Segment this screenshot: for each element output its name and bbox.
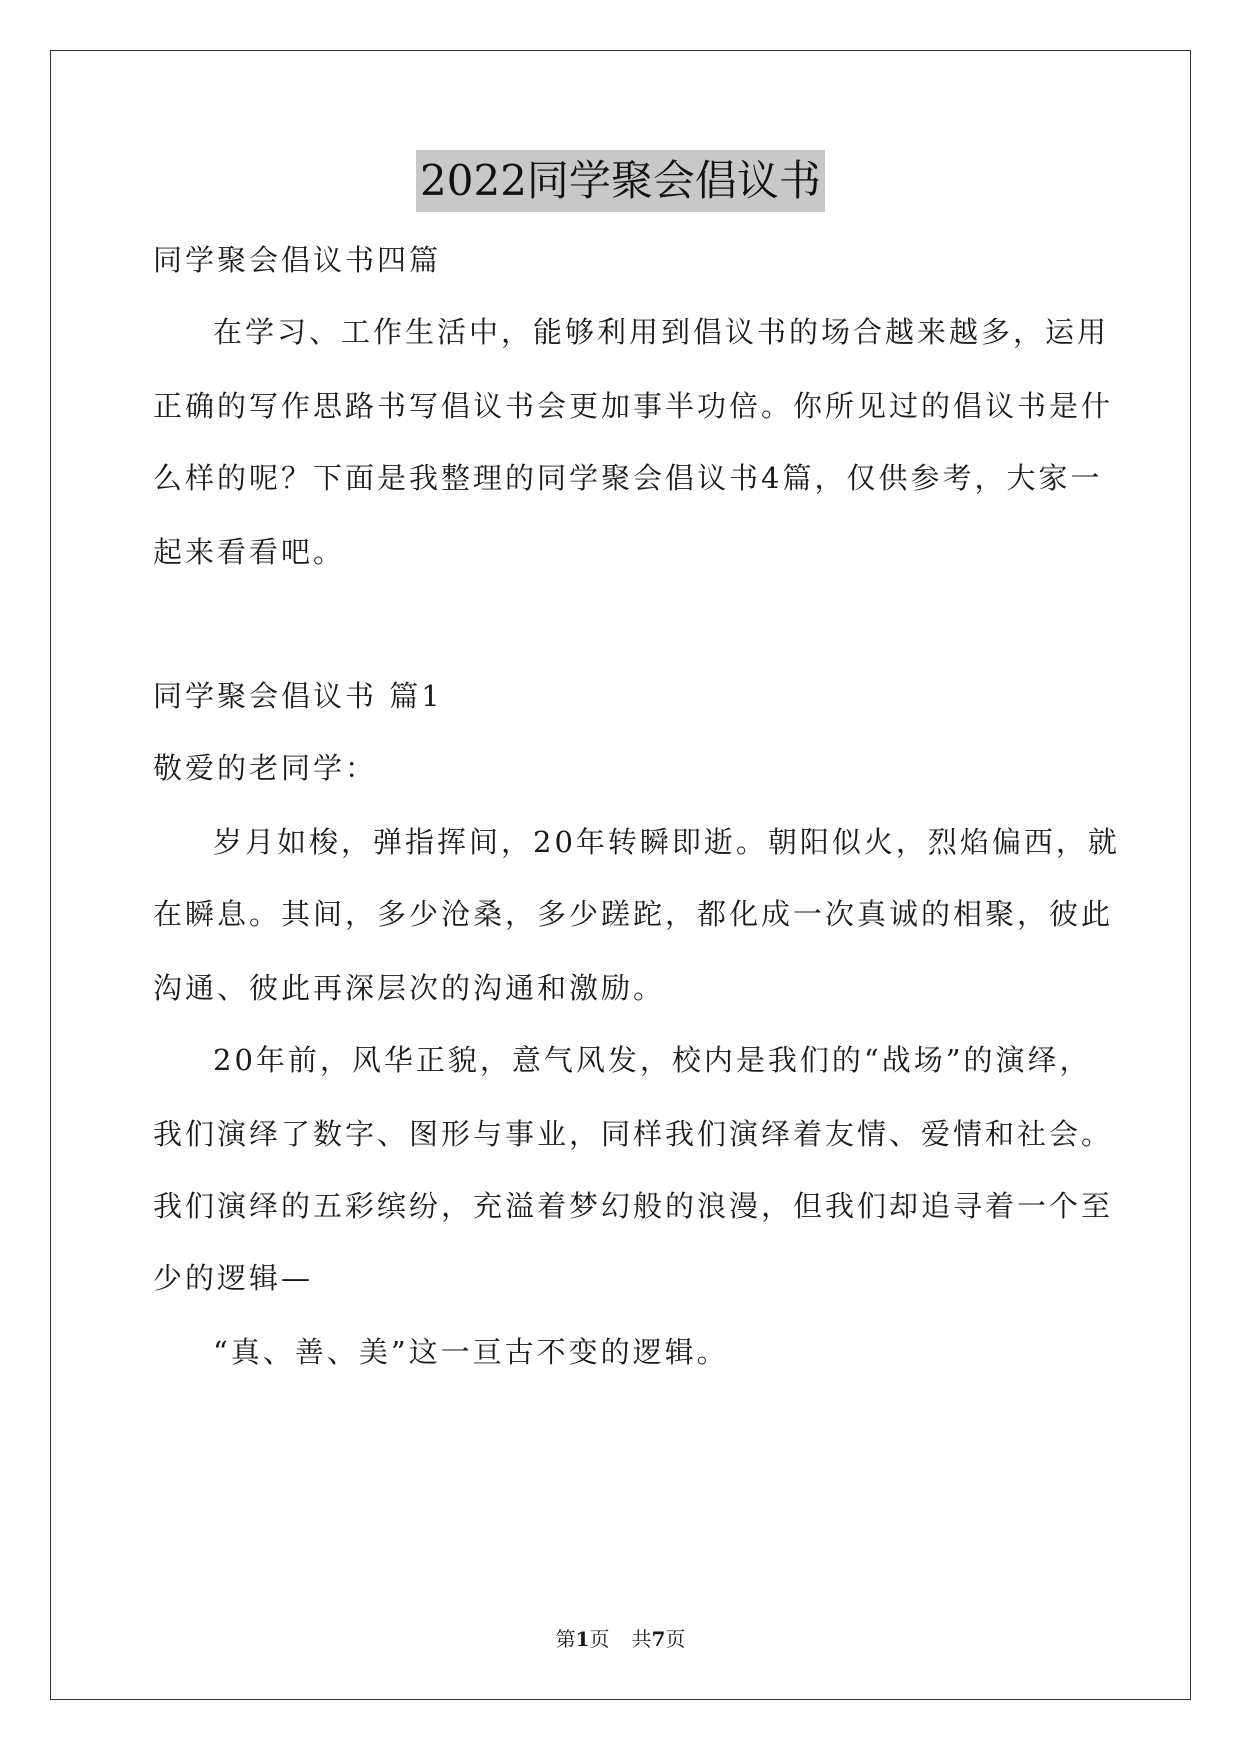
paragraph2-line-2: 我们演绎了数字、图形与事业，同样我们演绎着友情、爱情和社会。 <box>153 1117 1114 1151</box>
salutation: 敬爱的老同学： <box>153 751 378 785</box>
intro-line-2: 正确的写作思路书写倡议书会更加事半功倍。你所见过的倡议书是什 <box>153 389 1114 423</box>
section-heading: 同学聚会倡议书 篇1 <box>153 679 443 713</box>
page-prefix: 第 <box>555 1627 576 1651</box>
paragraph1-line-1: 岁月如梭，弹指挥间，20年转瞬即逝。朝阳似火，烈焰偏西，就 <box>213 825 1120 859</box>
paragraph2-line-4: 少的逻辑— <box>153 1261 314 1295</box>
page-number: 1 <box>575 1627 590 1651</box>
paragraph2-line-3: 我们演绎的五彩缤纷，充溢着梦幻般的浪漫，但我们却追寻着一个至 <box>153 1189 1114 1223</box>
total-prefix: 共 <box>631 1627 652 1651</box>
paragraph3-line: “真、善、美”这一亘古不变的逻辑。 <box>213 1335 729 1369</box>
page-suffix: 页 <box>589 1627 610 1651</box>
document-subtitle: 同学聚会倡议书四篇 <box>153 243 442 277</box>
total-pages: 7 <box>651 1627 666 1651</box>
intro-line-3: 么样的呢？下面是我整理的同学聚会倡议书4篇，仅供参考，大家一 <box>153 461 1103 495</box>
title-container <box>0 150 1241 212</box>
paragraph1-line-2: 在瞬息。其间，多少沧桑，多少蹉跎，都化成一次真诚的相聚，彼此 <box>153 897 1114 931</box>
page-border <box>50 50 1191 1700</box>
paragraph2-line-1: 20年前，风华正貌，意气风发，校内是我们的“战场”的演绎， <box>213 1043 1092 1077</box>
intro-line-1: 在学习、工作生活中，能够利用到倡议书的场合越来越多，运用 <box>213 315 1110 349</box>
total-suffix: 页 <box>665 1627 686 1651</box>
document-title: 2022同学聚会倡议书 <box>416 150 825 212</box>
paragraph1-line-3: 沟通、彼此再深层次的沟通和激励。 <box>153 971 666 1005</box>
page-footer <box>0 1625 1241 1653</box>
intro-line-4: 起来看看吧。 <box>153 535 346 569</box>
